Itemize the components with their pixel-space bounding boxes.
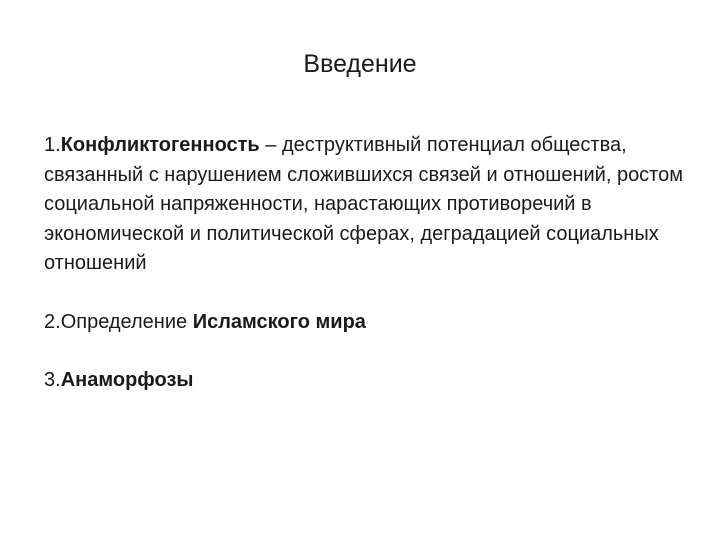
item-text: Определение <box>60 310 193 333</box>
item-number: 3. <box>44 369 61 391</box>
item-number: 2. <box>44 310 61 333</box>
list-item-1 <box>44 131 684 279</box>
item-term: Анаморфозы <box>60 369 194 391</box>
item-number: 1. <box>44 134 61 156</box>
item-text: – деструктивный потенциал общества, связанный с нарушением сложившихся связей и отношений, ростом социальной напряженности, нарастающих противоречий в экономической и политической сферах, деградацией социальных отношений <box>44 134 683 274</box>
item-term: Исламского мира <box>192 310 366 333</box>
slide-content <box>44 131 684 396</box>
slide-title: Введение <box>303 50 417 78</box>
list-item-2 <box>44 308 684 338</box>
item-term: Конфликтогенность <box>60 134 260 156</box>
list-item-3 <box>44 366 684 396</box>
